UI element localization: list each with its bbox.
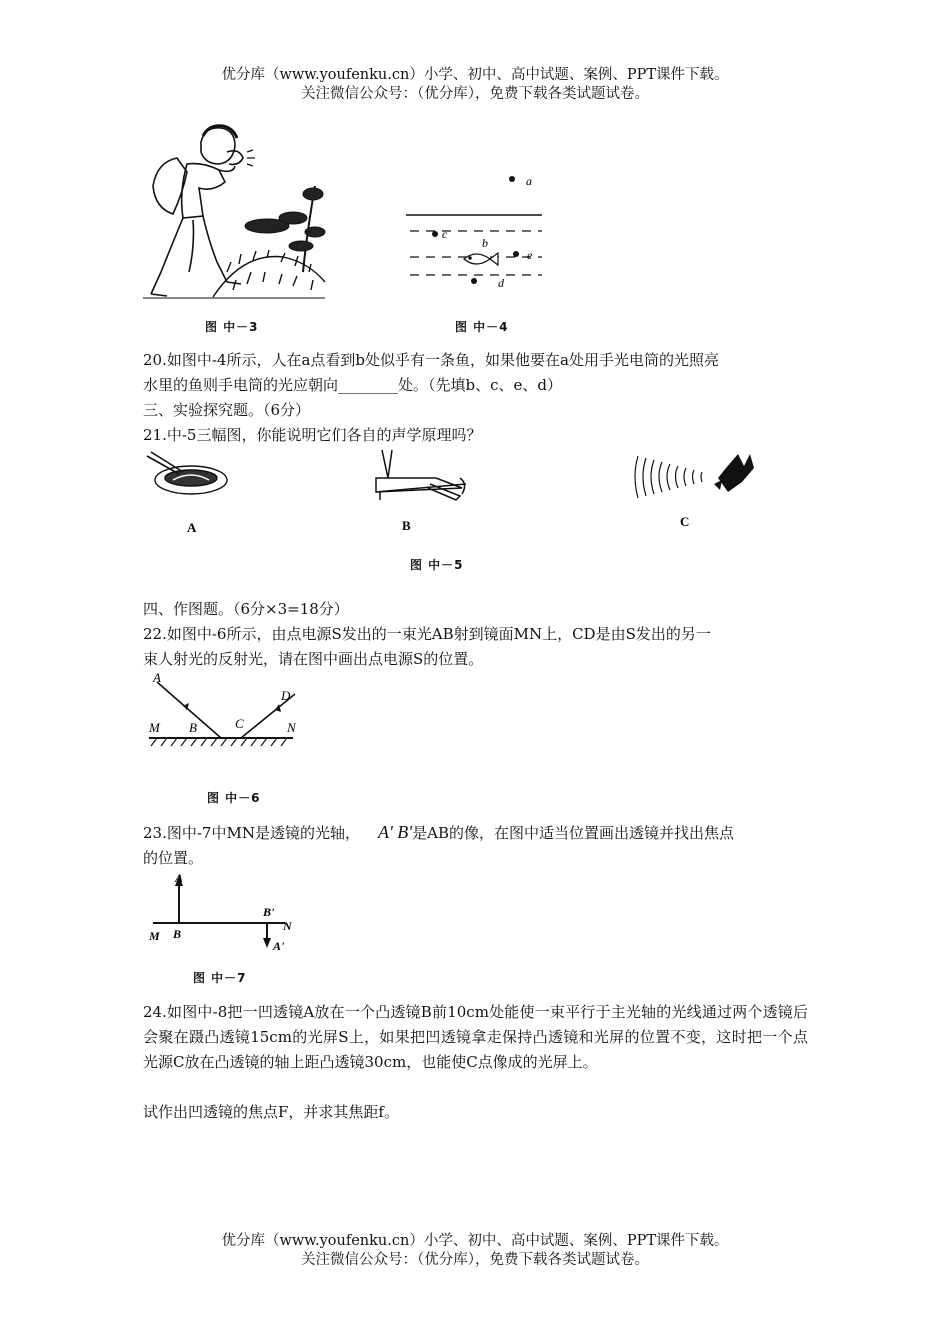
question-23-formula: A' B' (377, 822, 413, 842)
label-m: M (149, 720, 160, 735)
question-24-body: 24.如图中-8把一凹透镜A放在一个凸透镜B前10cm处能使一束平行于主光轴的光线通过两个透镜后会聚在蹑凸透镜15cm的光屏S上，如果把凹透镜拿走保持凸透镜和光屏的位置不变，这时把一个点光源C放在凸透镜的轴上距凸透镜30cm，也能使C点像成的光屏上。 (143, 1003, 808, 1071)
point-a-label: a (526, 174, 532, 188)
figure-zhong-3-shouting-person (143, 122, 328, 302)
label-b: B (173, 927, 182, 941)
figure-5-label-a: A (187, 520, 197, 535)
question-21: 21.中-5三幅图，你能说明它们各自的声学原理吗？ (143, 426, 482, 444)
question-23-text-post: 是AB的像，在图中适当位置画出透镜并找出焦点 (412, 824, 735, 842)
label-a-prime: A' (273, 939, 285, 953)
label-b-prime: B' (263, 905, 275, 919)
label-b: B (189, 720, 197, 735)
label-n: N (283, 919, 292, 933)
footer-line-2: 关注微信公众号：（优分库），免费下载各类试题试卷。 (301, 1252, 649, 1268)
point-d-dot (471, 278, 477, 284)
label-m: M (149, 929, 160, 943)
label-d: D (281, 688, 291, 703)
point-a-dot (509, 176, 515, 182)
question-20-line-1: 20.如图中-4所示，人在a点看到b处似乎有一条鱼，如果他要在a处用手光电筒的光照亮 (143, 351, 719, 369)
figure-5-label-c: C (680, 514, 690, 529)
figure-zhong-3-caption: 图 中－3 (205, 320, 259, 334)
section-3-heading: 三、实验探究题。（6分） (143, 401, 311, 419)
figure-zhong-6-caption: 图 中－6 (207, 791, 261, 805)
label-a: A (153, 670, 161, 685)
fish-icon (464, 253, 498, 265)
figure-zhong-4-fish-refraction (400, 165, 550, 295)
footer-line-1: 优分库（www.youfenku.cn）小学、初中、高中试题、案例、PPT课件下载。 (221, 1233, 729, 1249)
bat-icon (714, 454, 754, 492)
question-22 (143, 622, 808, 672)
figure-zhong-7-lens-optical-axis (143, 866, 303, 956)
figure-zhong-6-mirror-reflection (143, 670, 308, 750)
figure-5-label-b: B (402, 518, 411, 533)
section-4-heading: 四、作图题。（6分×3=18分） (143, 600, 349, 618)
label-a: A (175, 871, 184, 885)
header-line-2: 关注微信公众号：（优分库），免费下载各类试题试卷。 (301, 86, 649, 102)
figure-zhong-5-c-bat-echolocation (630, 448, 760, 533)
question-20-line-2: 水里的鱼则手电筒的光应朝向________处。（先填b、c、e、d） (143, 376, 562, 394)
question-22-line-2: 束人射光的反射光，请在图中画出点电源S的位置。 (143, 650, 484, 668)
point-d-label: d (498, 276, 504, 290)
label-n: N (287, 720, 296, 735)
question-24-last-line: 试作出凹透镜的焦点F，并求其焦距f。 (143, 1103, 399, 1121)
page-footer (0, 1232, 950, 1270)
point-e-label: e (527, 248, 533, 262)
question-23-text-pre: 23.图中-7中MN是透镜的光轴， (143, 824, 360, 842)
figure-zhong-5-b-ruler-on-table (370, 448, 480, 538)
figure-zhong-7-caption: 图 中－7 (193, 971, 247, 985)
point-c-dot (432, 231, 438, 237)
question-23 (143, 820, 808, 871)
question-20 (143, 348, 808, 398)
page-header (0, 66, 950, 104)
point-b-label: b (482, 236, 488, 250)
question-22-line-1: 22.如图中-6所示，由点电源S发出的一束光AB射到镜面MN上，CD是由S发出的另一 (143, 625, 711, 643)
point-c-label: c (442, 227, 448, 241)
figure-zhong-5-caption: 图 中－5 (410, 558, 464, 572)
header-line-1: 优分库（www.youfenku.cn）小学、初中、高中试题、案例、PPT课件下载。 (221, 67, 729, 83)
figure-zhong-5-a-tuning-fork-water (143, 450, 238, 540)
label-c: C (235, 716, 244, 731)
figure-zhong-4-caption: 图 中－4 (455, 320, 509, 334)
question-23-line-2: 的位置。 (143, 849, 204, 867)
point-e-dot (513, 251, 519, 257)
